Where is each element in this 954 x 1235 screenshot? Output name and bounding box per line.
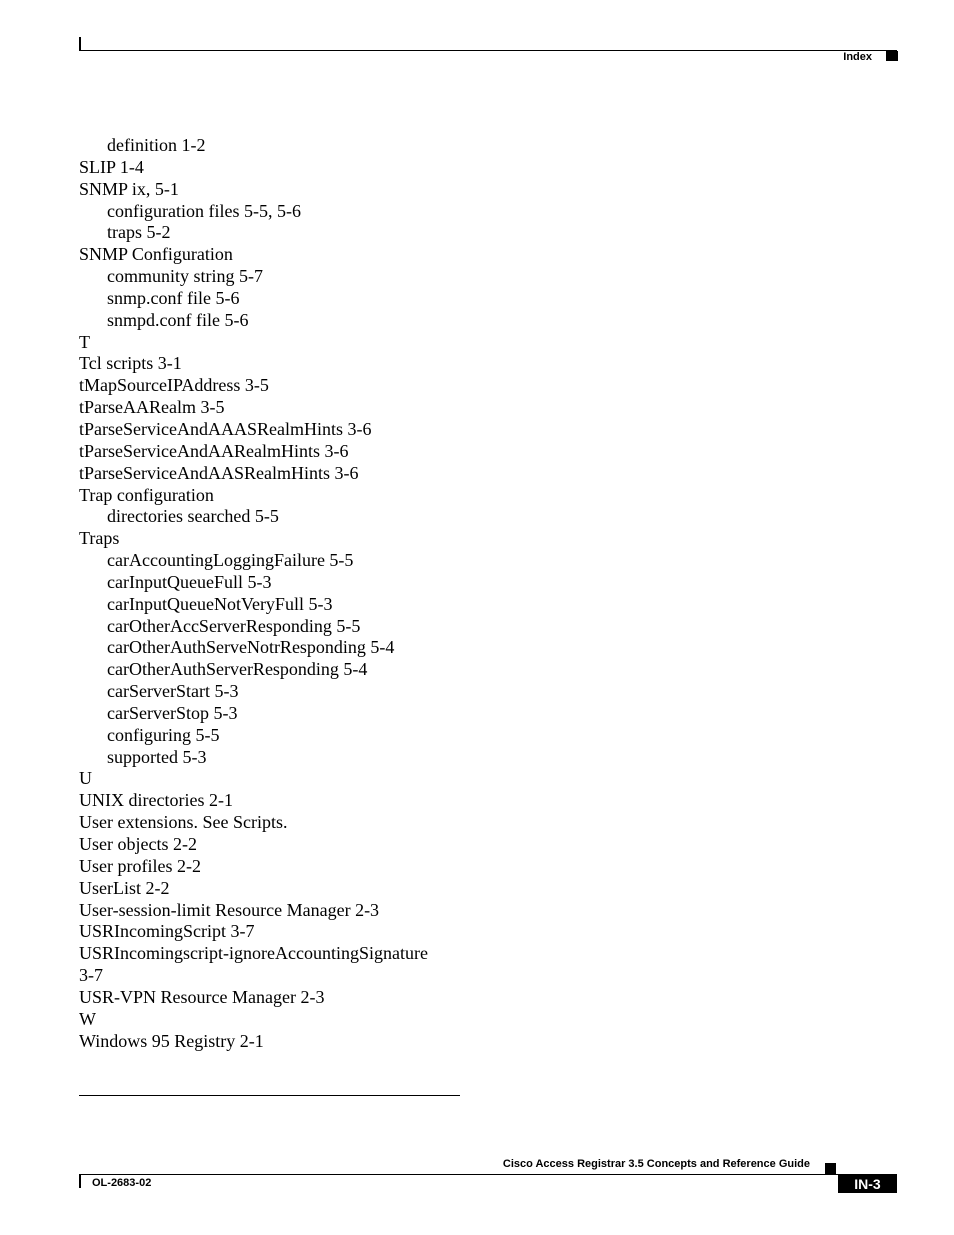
index-subentry: snmpd.conf file 5-6 bbox=[107, 309, 249, 330]
footer-square-mark bbox=[825, 1163, 836, 1174]
index-entry: Traps bbox=[79, 528, 120, 549]
index-entry: USR-VPN Resource Manager 2-3 bbox=[79, 986, 325, 1007]
index-subentry: definition 1-2 bbox=[107, 135, 206, 155]
index-entry: UNIX directories 2-1 bbox=[79, 790, 233, 811]
index-entry: 3-7 bbox=[79, 965, 103, 986]
index-subentry: community string 5-7 bbox=[107, 266, 263, 287]
index-entry: T bbox=[79, 331, 90, 352]
index-subentry: carOtherAuthServerResponding 5-4 bbox=[107, 659, 368, 680]
footer-guide-title: Cisco Access Registrar 3.5 Concepts and Reference Guide bbox=[502, 1158, 810, 1170]
index-entry: User-session-limit Resource Manager 2-3 bbox=[79, 899, 380, 920]
header-corner-mark bbox=[79, 37, 81, 51]
index-entry: User profiles 2-2 bbox=[79, 855, 201, 876]
index-entry: W bbox=[79, 1008, 96, 1029]
index-entry: SLIP 1-4 bbox=[79, 156, 144, 177]
header-square-mark bbox=[886, 51, 898, 61]
column-end-rule bbox=[79, 1095, 460, 1096]
index-entry: USRIncomingScript 3-7 bbox=[79, 921, 255, 942]
index-subentry: supported 5-3 bbox=[107, 746, 207, 767]
index-entry: UserList 2-2 bbox=[79, 877, 170, 898]
footer-rule bbox=[79, 1174, 897, 1175]
index-entry: USRIncomingscript-ignoreAccountingSignature bbox=[79, 943, 428, 964]
index-entry: User objects 2-2 bbox=[79, 834, 197, 854]
index-entry: tParseServiceAndAAASRealmHints 3-6 bbox=[79, 418, 372, 439]
index-subentry: snmp.conf file 5-6 bbox=[107, 287, 240, 308]
index-entry: tParseAARealm 3-5 bbox=[79, 397, 225, 418]
index-entry: Tcl scripts 3-1 bbox=[79, 353, 182, 374]
page-number-badge: IN-3 bbox=[838, 1175, 897, 1193]
header-rule bbox=[79, 50, 897, 51]
index-subentry: carOtherAccServerResponding 5-5 bbox=[107, 615, 361, 636]
index-subentry: carServerStop 5-3 bbox=[107, 702, 238, 723]
index-entry: SNMP ix, 5-1 bbox=[79, 178, 179, 199]
index-list bbox=[79, 135, 479, 1052]
index-subentry: carAccountingLoggingFailure 5-5 bbox=[107, 550, 354, 571]
header-section-label: Index bbox=[843, 51, 872, 63]
index-subentry: carOtherAuthServeNotrResponding 5-4 bbox=[107, 637, 395, 658]
index-subentry: directories searched 5-5 bbox=[107, 506, 279, 527]
index-subentry: traps 5-2 bbox=[107, 222, 171, 243]
index-entry: tMapSourceIPAddress 3-5 bbox=[79, 375, 269, 396]
index-subentry: carInputQueueFull 5-3 bbox=[107, 571, 272, 592]
index-entry: SNMP Configuration bbox=[79, 244, 233, 265]
index-subentry: configuration files 5-5, 5-6 bbox=[107, 200, 301, 221]
index-entry: Trap configuration bbox=[79, 484, 214, 505]
index-subentry: carInputQueueNotVeryFull 5-3 bbox=[107, 593, 333, 614]
footer-corner-mark bbox=[79, 1174, 81, 1188]
index-entry: U bbox=[79, 768, 92, 789]
footer-doc-number: OL-2683-02 bbox=[92, 1177, 152, 1189]
index-entry: User extensions. See Scripts. bbox=[79, 812, 288, 833]
index-subentry: carServerStart 5-3 bbox=[107, 681, 239, 702]
index-entry: tParseServiceAndAARealmHints 3-6 bbox=[79, 440, 349, 461]
index-entry: tParseServiceAndAASRealmHints 3-6 bbox=[79, 462, 359, 483]
index-entry: Windows 95 Registry 2-1 bbox=[79, 1030, 264, 1051]
index-subentry: configuring 5-5 bbox=[107, 724, 220, 745]
